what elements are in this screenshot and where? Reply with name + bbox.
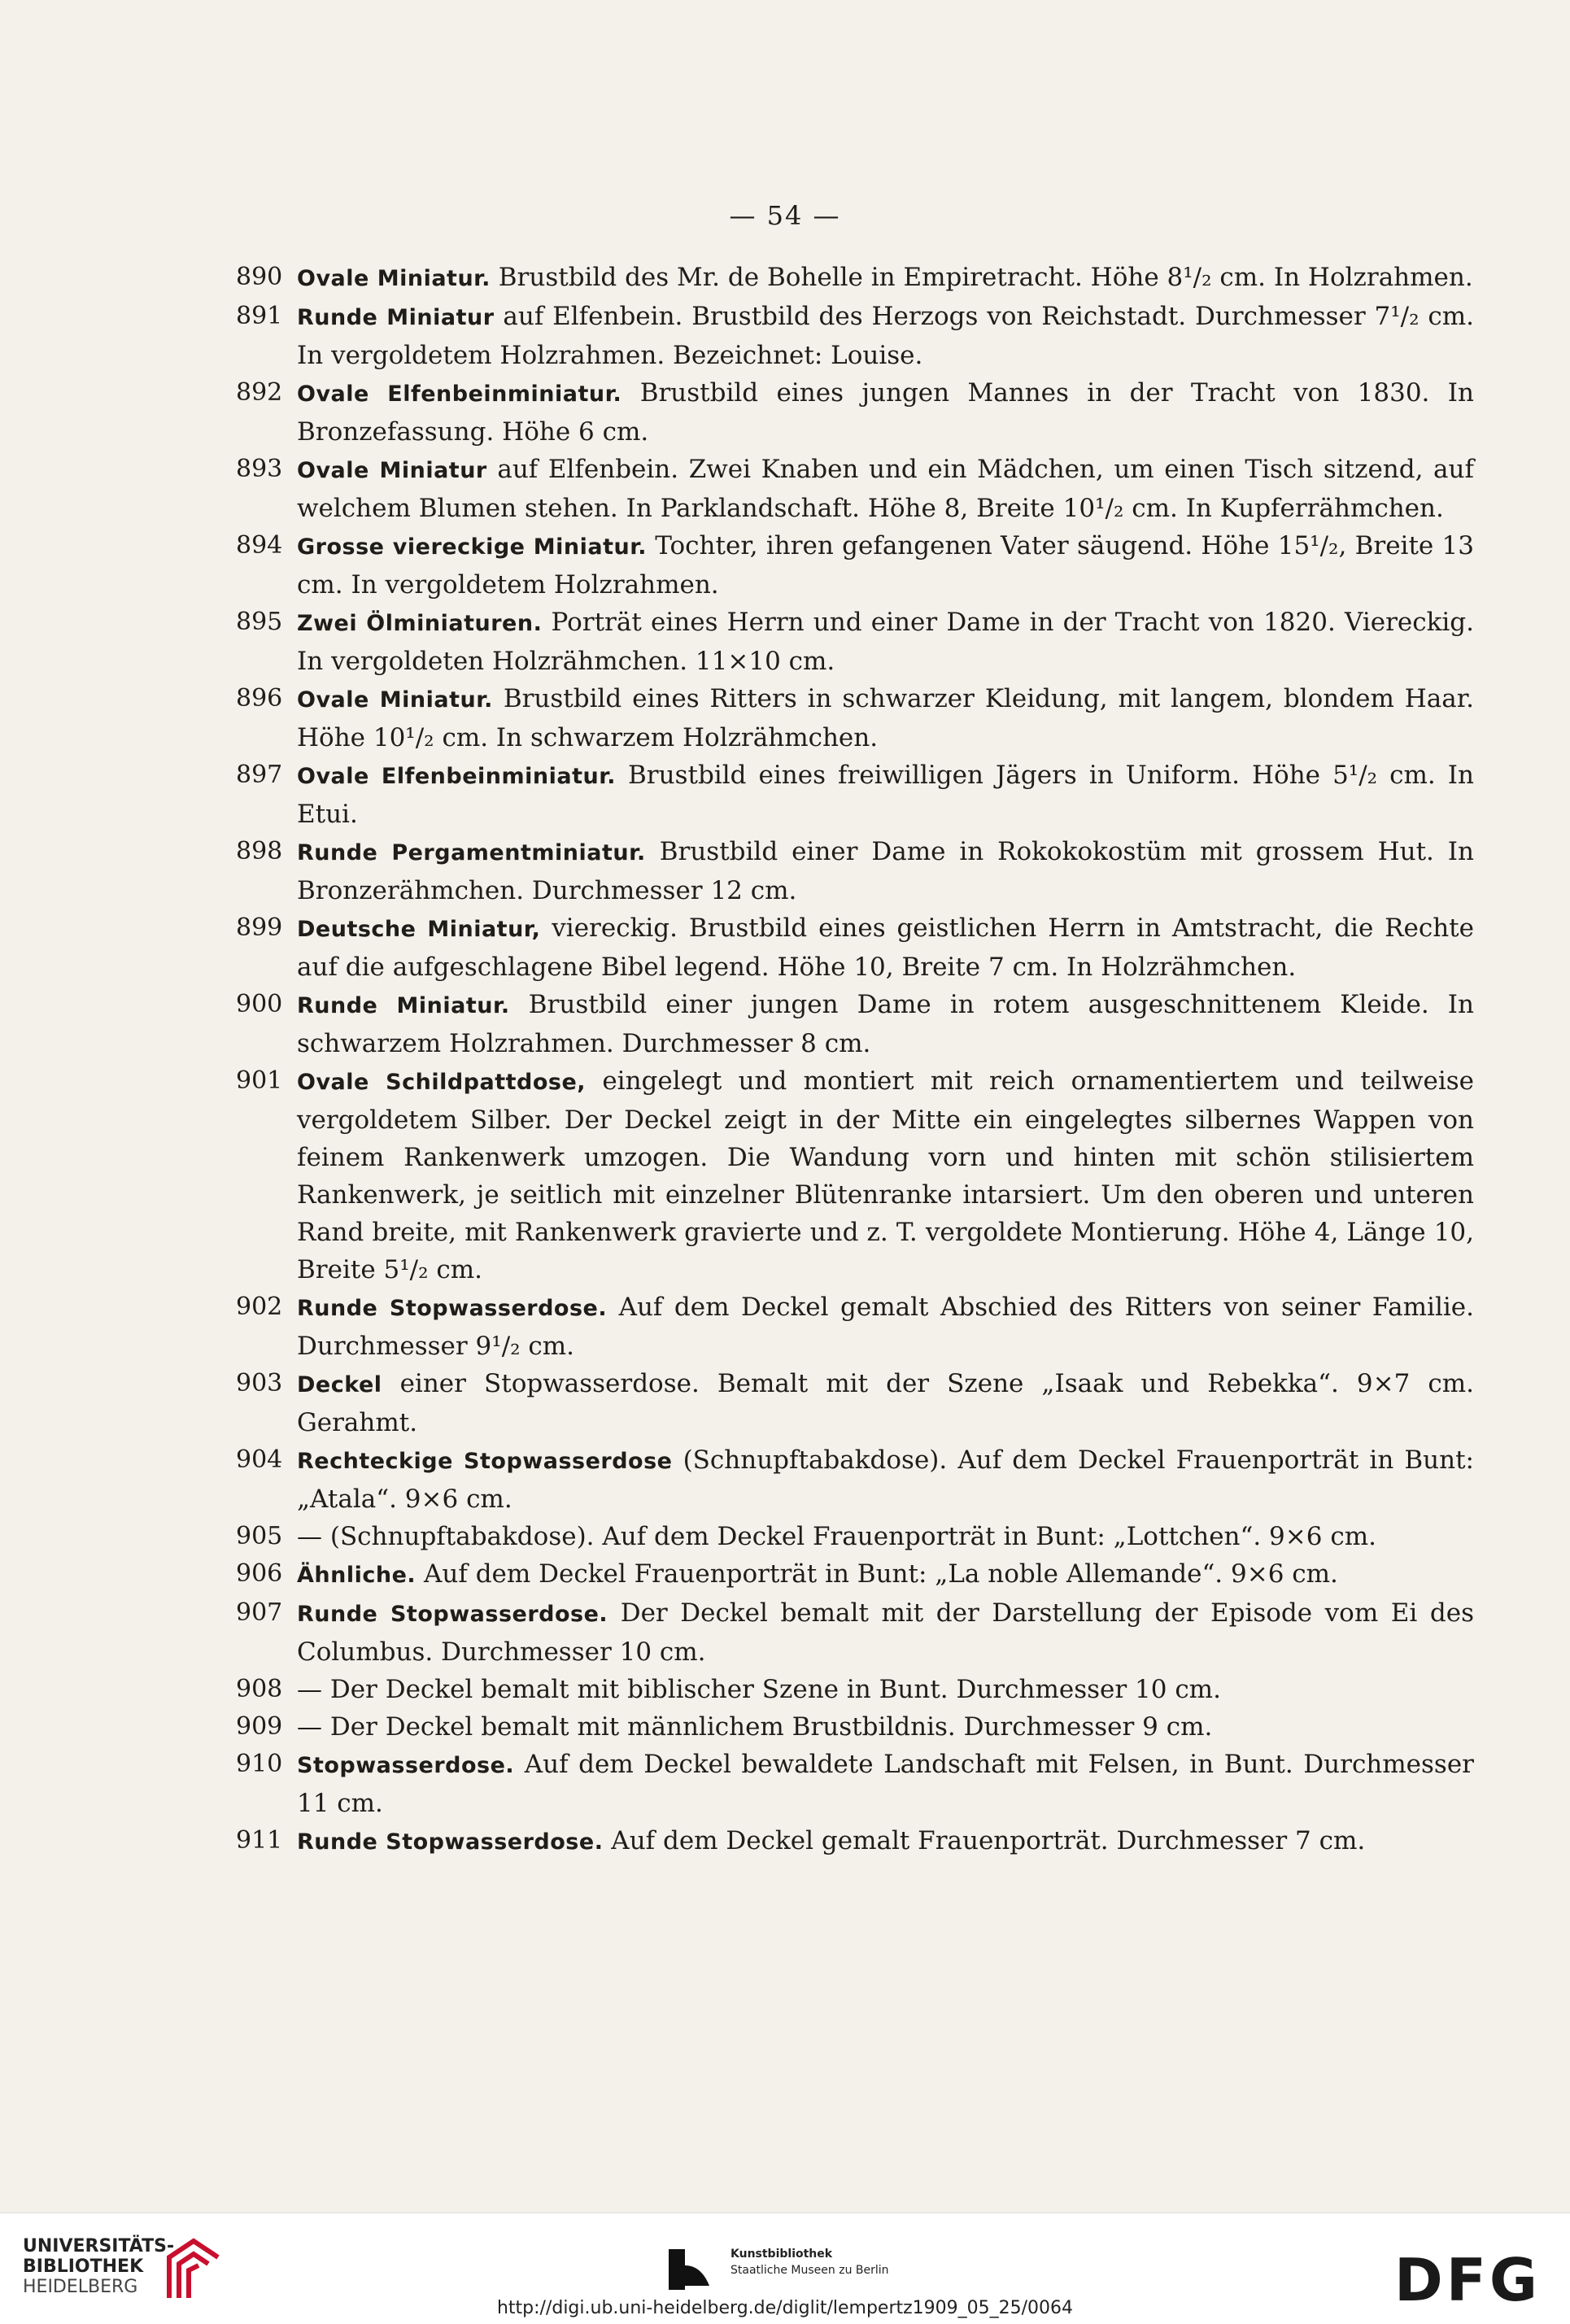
- entry-body: [297, 451, 1474, 527]
- entry-description: Brustbild eines Ritters in schwarzer Kleidung, mit langem, blondem Haar. Höhe 10¹/₂ cm. In schwarzem Holzrähmchen.: [297, 684, 1474, 752]
- catalog-entry: [236, 1518, 1474, 1555]
- entry-number: 908: [236, 1675, 283, 1703]
- entry-number: 899: [236, 913, 283, 942]
- entry-body: [297, 986, 1474, 1062]
- entry-body: [297, 1746, 1474, 1822]
- entry-heading: Deutsche Miniatur,: [297, 917, 541, 942]
- entry-body: [297, 259, 1474, 298]
- entry-body: [297, 1518, 1474, 1555]
- entry-body: [297, 1671, 1474, 1708]
- entry-number: 910: [236, 1750, 283, 1778]
- entry-body: [297, 604, 1474, 680]
- entry-heading: Zwei Ölminiaturen.: [297, 611, 543, 636]
- entry-heading: Ovale Elfenbeinminiatur.: [297, 764, 616, 789]
- entry-body: [297, 1441, 1474, 1518]
- catalog-entry: [236, 1822, 1474, 1861]
- catalog-entry: [236, 833, 1474, 909]
- entry-number: 900: [236, 990, 283, 1018]
- entry-body: [297, 1365, 1474, 1441]
- entry-description: Auf dem Deckel gemalt Frauenporträt. Durchmesser 7 cm.: [603, 1826, 1366, 1855]
- uni-heidelberg-logo[interactable]: [23, 2236, 174, 2297]
- catalog-entry: [236, 527, 1474, 604]
- catalog-entry: [236, 451, 1474, 527]
- entry-description: — Der Deckel bemalt mit männlichem Brustbildnis. Durchmesser 9 cm.: [297, 1712, 1213, 1742]
- entry-body: [297, 1288, 1474, 1365]
- entry-heading: Ovale Miniatur: [297, 458, 487, 483]
- page-number: — 54 —: [729, 200, 841, 231]
- catalog-entry: [236, 259, 1474, 298]
- entry-heading: Ovale Elfenbeinminiatur.: [297, 382, 622, 407]
- entry-body: [297, 1822, 1474, 1861]
- entry-heading: Runde Stopwasserdose.: [297, 1602, 608, 1627]
- catalog-entry: [236, 1594, 1474, 1671]
- entry-body: [297, 527, 1474, 604]
- catalog-entries: [236, 259, 1474, 1861]
- entry-number: 893: [236, 455, 283, 483]
- catalog-entry: [236, 986, 1474, 1062]
- entry-body: [297, 1708, 1474, 1746]
- entry-number: 897: [236, 761, 283, 789]
- catalog-entry: [236, 1746, 1474, 1822]
- entry-heading: Runde Pergamentminiatur.: [297, 840, 646, 866]
- entry-body: [297, 374, 1474, 451]
- entry-description: Tochter, ihren gefangenen Vater säugend. Höhe 15¹/₂, Breite 13 cm. In vergoldetem Holzrahmen.: [297, 531, 1474, 600]
- entry-number: 911: [236, 1826, 283, 1855]
- entry-description: — (Schnupftabakdose). Auf dem Deckel Frauenporträt in Bunt: „Lottchen“. 9×6 cm.: [297, 1522, 1376, 1551]
- catalog-entry: [236, 1365, 1474, 1441]
- entry-number: 898: [236, 837, 283, 866]
- permalink-url[interactable]: http://digi.ub.uni-heidelberg.de/diglit/lempertz1909_05_25/0064: [496, 2298, 1074, 2318]
- entry-description: Porträt eines Herrn und einer Dame in der Tracht von 1820. Viereckig. In vergoldeten Holzrähmchen. 11×10 cm.: [297, 608, 1475, 676]
- entry-description: Brustbild des Mr. de Bohelle in Empiretracht. Höhe 8¹/₂ cm. In Holzrahmen.: [490, 263, 1473, 292]
- entry-heading: Runde Miniatur.: [297, 993, 510, 1018]
- entry-description: Brustbild eines freiwilligen Jägers in Uniform. Höhe 5¹/₂ cm. In Etui.: [297, 761, 1474, 829]
- entry-heading: Runde Miniatur: [297, 305, 495, 330]
- entry-number: 894: [236, 531, 283, 560]
- entry-body: [297, 909, 1474, 986]
- uni-logo-line2: BIBLIOTHEK: [23, 2256, 144, 2277]
- entry-description: einer Stopwasserdose. Bemalt mit der Szene „Isaak und Rebekka“. 9×7 cm. Gerahmt.: [297, 1369, 1474, 1437]
- catalog-entry: [236, 1671, 1474, 1708]
- entry-number: 892: [236, 378, 283, 407]
- kb-logo-line1: Kunstbibliothek: [730, 2248, 833, 2261]
- catalog-entry: [236, 604, 1474, 680]
- entry-description: Auf dem Deckel Frauenporträt in Bunt: „La noble Allemande“. 9×6 cm.: [416, 1559, 1338, 1589]
- entry-heading: Runde Stopwasserdose.: [297, 1296, 608, 1321]
- entry-description: (Schnupftabakdose). Auf dem Deckel Frauenporträt in Bunt: „Atala“. 9×6 cm.: [297, 1445, 1474, 1514]
- entry-heading: Stopwasserdose.: [297, 1753, 515, 1778]
- entry-description: viereckig. Brustbild eines geistlichen Herrn in Amtstracht, die Rechte auf die aufgeschlagene Bibel legend. Höhe 10, Breite 7 cm. In Holzrähmchen.: [297, 913, 1474, 982]
- entry-body: [297, 756, 1474, 833]
- entry-description: Brustbild einer jungen Dame in rotem ausgeschnittenem Kleide. In schwarzem Holzrahmen. Durchmesser 8 cm.: [297, 990, 1474, 1058]
- uni-logo-line3: HEIDELBERG: [23, 2277, 138, 2297]
- entry-number: 904: [236, 1445, 283, 1474]
- entry-description: Brustbild eines jungen Mannes in der Tracht von 1830. In Bronzefassung. Höhe 6 cm.: [297, 378, 1474, 447]
- catalog-entry: [236, 909, 1474, 986]
- catalog-entry: [236, 1441, 1474, 1518]
- entry-body: [297, 1594, 1474, 1671]
- entry-number: 909: [236, 1712, 283, 1741]
- entry-heading: Grosse viereckige Miniatur.: [297, 534, 647, 560]
- catalog-entry: [236, 1288, 1474, 1365]
- entry-number: 896: [236, 684, 283, 713]
- footer-bar: [0, 2213, 1570, 2324]
- entry-description: — Der Deckel bemalt mit biblischer Szene in Bunt. Durchmesser 10 cm.: [297, 1675, 1221, 1704]
- entry-heading: Ähnliche.: [297, 1563, 416, 1588]
- catalog-entry: [236, 1062, 1474, 1288]
- entry-description: auf Elfenbein. Zwei Knaben und ein Mädchen, um einen Tisch sitzend, auf welchem Blumen stehen. In Parklandschaft. Höhe 8, Breite 10¹/₂ cm. In Kupferrähmchen.: [297, 455, 1474, 523]
- dfg-logo[interactable]: DFG: [1393, 2246, 1541, 2314]
- kb-logo-line2: Staatliche Museen zu Berlin: [730, 2264, 889, 2277]
- entry-body: [297, 1555, 1474, 1594]
- entry-number: 891: [236, 302, 283, 330]
- entry-number: 901: [236, 1066, 283, 1095]
- catalog-entry: [236, 298, 1474, 374]
- entry-body: [297, 1062, 1474, 1288]
- entry-heading: Rechteckige Stopwasserdose: [297, 1449, 673, 1474]
- uni-logo-mark-icon: [161, 2233, 226, 2306]
- entry-body: [297, 680, 1474, 756]
- entry-body: [297, 833, 1474, 909]
- uni-logo-line1: UNIVERSITÄTS-: [23, 2236, 175, 2256]
- entry-description: Auf dem Deckel gemalt Abschied des Ritters von seiner Familie. Durchmesser 9¹/₂ cm.: [297, 1293, 1474, 1361]
- entry-number: 903: [236, 1369, 283, 1397]
- kunstbibliothek-mark-icon: [669, 2249, 717, 2290]
- entry-heading: Ovale Schildpattdose,: [297, 1070, 587, 1095]
- entry-description: Auf dem Deckel bewaldete Landschaft mit Felsen, in Bunt. Durchmesser 11 cm.: [297, 1750, 1474, 1818]
- entry-number: 906: [236, 1559, 283, 1588]
- entry-description: eingelegt und montiert mit reich ornamentiertem und teilweise vergoldetem Silber. Der Deckel zeigt in der Mitte ein eingelegtes silbernes Wappen von feinem Rankenwerk umzogen. Die Wandung vorn und hinten mit schön stilisiertem Rankenwerk, je seitlich mit einzelner Blütenranke intarsiert. Um den oberen und unteren Rand breite, mit Rankenwerk gravierte und z. T. vergoldete Montierung. Höhe 4, Länge 10, Breite 5¹/₂ cm.: [297, 1066, 1474, 1284]
- catalog-entry: [236, 1708, 1474, 1746]
- entry-heading: Ovale Miniatur.: [297, 266, 491, 291]
- entry-description: auf Elfenbein. Brustbild des Herzogs von Reichstadt. Durchmesser 7¹/₂ cm. In vergoldetem Holzrahmen. Bezeichnet: Louise.: [297, 302, 1474, 370]
- entry-number: 907: [236, 1598, 283, 1627]
- entry-description: Der Deckel bemalt mit der Darstellung der Episode vom Ei des Columbus. Durchmesser 10 cm.: [297, 1598, 1474, 1667]
- entry-body: [297, 298, 1474, 374]
- entry-heading: Ovale Miniatur.: [297, 687, 493, 713]
- entry-number: 905: [236, 1522, 283, 1550]
- entry-heading: Deckel: [297, 1372, 382, 1397]
- catalog-entry: [236, 1555, 1474, 1594]
- entry-number: 895: [236, 608, 283, 636]
- entry-heading: Runde Stopwasserdose.: [297, 1829, 604, 1855]
- entry-number: 890: [236, 263, 283, 291]
- catalog-entry: [236, 680, 1474, 756]
- catalog-entry: [236, 374, 1474, 451]
- entry-number: 902: [236, 1293, 283, 1321]
- entry-description: Brustbild einer Dame in Rokokokostüm mit grossem Hut. In Bronzerähmchen. Durchmesser 12 cm.: [297, 837, 1475, 905]
- catalog-entry: [236, 756, 1474, 833]
